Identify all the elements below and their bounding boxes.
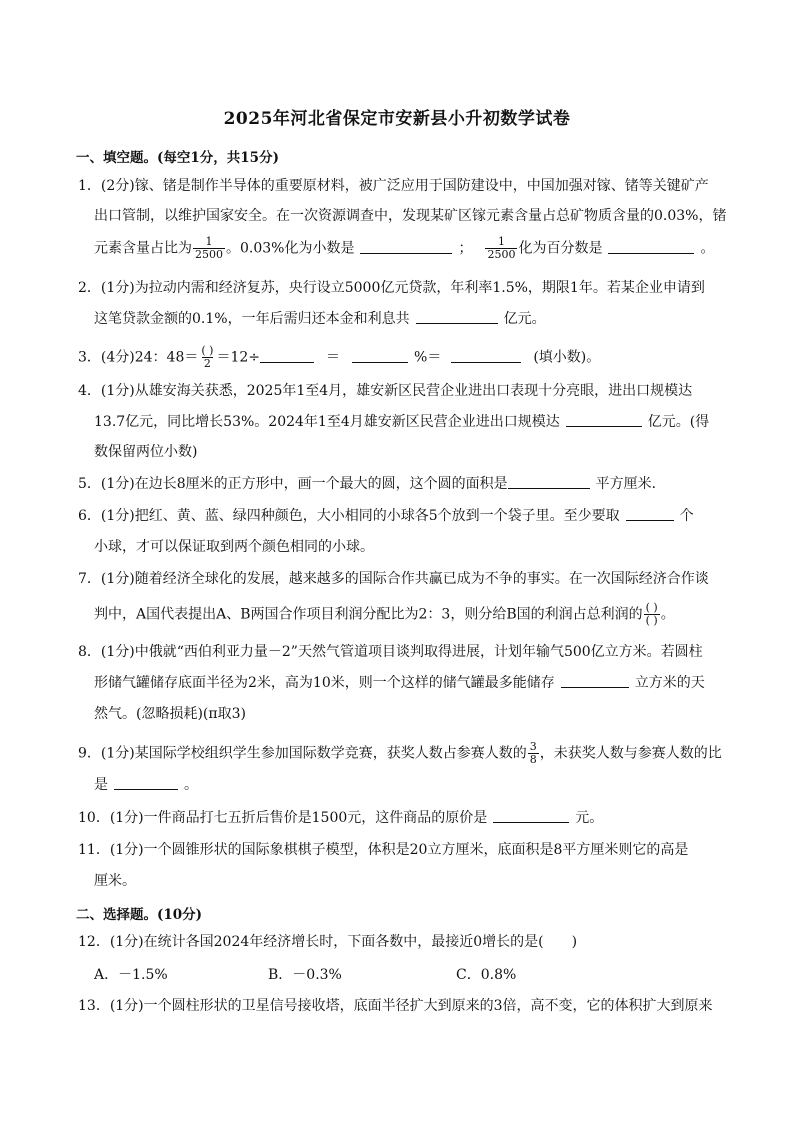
answer-blank[interactable]: [626, 506, 674, 521]
q4-line-2: [94, 412, 709, 432]
fraction-denominator: ( ): [645, 614, 658, 627]
section-heading-fill-blank: 一、填空题。(每空1分，共15分): [76, 150, 279, 166]
q5-line: [78, 474, 666, 494]
answer-blank[interactable]: [360, 239, 452, 254]
q13-line-1: 13．(1分)一个圆柱形状的卫星信号接收塔，底面半径扩大到原来的3倍，高不变，它的体积扩大到原来: [78, 998, 713, 1014]
q1-text: 。0.03%化为小数是: [226, 240, 355, 257]
answer-blank[interactable]: [508, 474, 590, 489]
q6-text: 6．(1分)把红、黄、蓝、绿四种颜色，大小相同的小球各5个放到一个袋子里。至少要取: [78, 508, 620, 524]
q6-text: 个: [679, 508, 694, 524]
fraction: [199, 345, 215, 370]
q3-text: (填小数)。: [533, 349, 601, 366]
q12-stem: 12．(1分)在统计各国2024年经济增长时，下面各数中，最接近0增长的是( ): [78, 934, 578, 950]
q12-option-b[interactable]: B．－0.3%: [268, 967, 342, 983]
q1-text: 元素含量占比为: [94, 240, 192, 257]
fraction: [528, 741, 539, 766]
fraction-numerator: 3: [529, 740, 537, 753]
q8-line-1: 8．(1分)中俄就“西伯利亚力量－2”天然气管道项目谈判取得进展，计划年输气500亿立方米。若圆柱: [78, 644, 703, 660]
answer-blank[interactable]: [260, 348, 314, 363]
q5-text: 5．(1分)在边长8厘米的正方形中，画一个最大的圆，这个圆的面积是: [78, 476, 508, 492]
q3-text: ＝: [326, 349, 341, 366]
q9-text: 。: [184, 777, 198, 793]
fraction-denominator: 2: [203, 357, 211, 370]
q10-text: 10．(1分)一件商品打七五折后售价是1500元，这件商品的原价是: [78, 810, 488, 826]
q10-line: [78, 808, 603, 828]
q10-text: 元。: [575, 810, 604, 826]
page-title: 2025年河北省保定市安新县小升初数学试卷: [223, 109, 571, 129]
answer-blank[interactable]: [493, 808, 569, 823]
answer-blank[interactable]: [608, 239, 694, 254]
q7-line-2: [94, 602, 675, 627]
q1-line-1: 1．(2分)镓、锗是制作半导体的重要原材料，被广泛应用于国防建设中，中国加强对镓、锗等关键矿产: [78, 178, 709, 194]
q8-text: 形储气罐储存底面半径为2米，高为10米，则一个这样的储气罐最多能储存: [94, 675, 555, 691]
q1-text: ；: [458, 240, 473, 257]
fraction-denominator: 8: [529, 753, 537, 766]
answer-blank[interactable]: [352, 348, 408, 363]
q11-line-1: 11．(1分)一个圆锥形状的国际象棋棋子模型，体积是20立方厘米，底面积是8平方厘米则它的高是: [78, 842, 689, 858]
q11-line-2: 厘米。: [94, 873, 136, 889]
answer-blank[interactable]: [114, 775, 178, 790]
q7-line-1: 7．(1分)随着经济全球化的发展，越来越多的国际合作共赢已成为不争的事实。在一次国际经济合作谈: [78, 571, 709, 587]
q2-line-2: [94, 309, 546, 329]
q1-line-3: [94, 236, 714, 261]
q9-line-2: [94, 775, 198, 795]
q8-text: 立方米的天: [634, 675, 705, 691]
q2-line-1: 2．(1分)为拉动内需和经济复苏，央行设立5000亿元贷款，年利率1.5%，期限1年。若某企业申请到: [78, 280, 705, 296]
fraction-numerator: ( ): [201, 344, 214, 357]
fraction-numerator: 1: [205, 235, 213, 248]
q1-text: 化为百分数是: [518, 240, 603, 257]
answer-blank[interactable]: [451, 348, 521, 363]
q8-line-3: 然气。(忽略损耗)(π取3): [94, 706, 246, 722]
q6-line-2: 小球，才可以保证取到两个颜色相同的小球。: [94, 539, 374, 555]
q12-option-a[interactable]: A．－1.5%: [94, 967, 168, 983]
fraction: [193, 236, 225, 261]
q9-text: 是: [94, 777, 108, 793]
q3-text: ＝12÷: [216, 349, 261, 366]
q3-text: %＝: [414, 349, 442, 366]
q7-text: 。: [660, 606, 675, 623]
q1-text: 。: [700, 240, 715, 257]
q9-text: ，未获奖人数与参赛人数的比: [539, 745, 722, 762]
q1-line-2: 出口管制，以维护国家安全。在一次资源调查中，发现某矿区镓元素含量占总矿物质含量的0.03%，锗: [94, 208, 727, 224]
answer-blank[interactable]: [416, 309, 498, 324]
fraction: [485, 236, 517, 261]
fraction: [644, 602, 660, 627]
q4-line-3: 数保留两位小数): [94, 444, 198, 460]
q8-line-2: [94, 673, 705, 693]
q5-text: 平方厘米．: [595, 476, 666, 492]
answer-blank[interactable]: [566, 412, 642, 427]
fraction-numerator: ( ): [645, 601, 658, 614]
q4-line-1: 4．(1分)从雄安海关获悉，2025年1至4月，雄安新区民营企业进出口表现十分亮眼，进出口规模达: [78, 383, 693, 399]
q3-line: [78, 345, 600, 370]
fraction-numerator: 1: [497, 235, 505, 248]
q6-line-1: [78, 506, 694, 526]
q12-option-c[interactable]: C．0.8%: [456, 967, 517, 983]
q4-text: 13.7亿元，同比增长53%。2024年1至4月雄安新区民营企业进出口规模达: [94, 414, 560, 430]
section-heading-choice: 二、选择题。(10分): [76, 907, 203, 923]
fraction-denominator: 2500: [195, 248, 223, 261]
q2-text: 亿元。: [503, 311, 546, 327]
q2-text: 这笔贷款金额的0.1%，一年后需归还本金和利息共: [94, 311, 410, 327]
answer-blank[interactable]: [561, 673, 629, 688]
q7-text: 判中，A国代表提出A、B两国合作项目利润分配比为2：3，则分给B国的利润占总利润的: [94, 606, 643, 623]
q9-line-1: [78, 741, 722, 766]
q3-text: 3．(4分)24：48＝: [78, 349, 199, 366]
q4-text: 亿元。(得: [647, 414, 710, 430]
fraction-denominator: 2500: [487, 248, 516, 261]
q9-text: 9．(1分)某国际学校组织学生参加国际数学竞赛，获奖人数占参赛人数的: [78, 745, 527, 762]
